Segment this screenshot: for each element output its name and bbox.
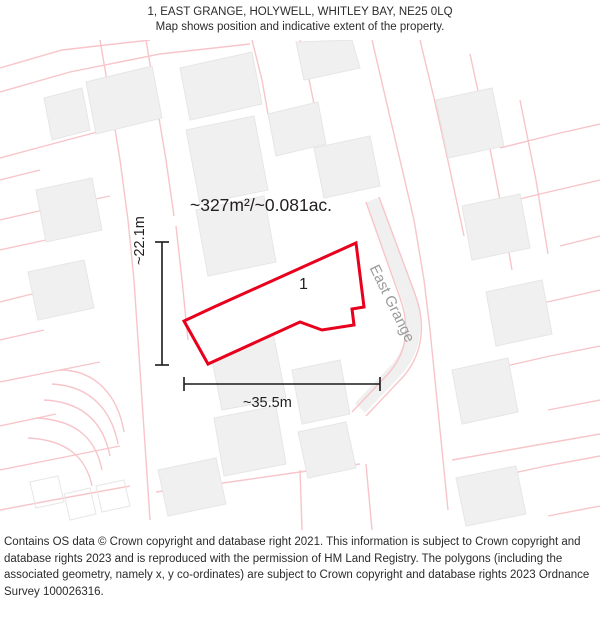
header [0, 0, 600, 40]
plot-number-label: 1 [299, 276, 308, 293]
height-dimension-label: ~22.1m [132, 216, 148, 265]
page-subtitle: Map shows position and indicative extent of the property. [155, 21, 445, 33]
building-footprints-small [30, 476, 130, 520]
area-label: ~327m²/~0.081ac. [190, 195, 333, 215]
street-name-label: East Grange [365, 262, 418, 346]
width-dimension-label: ~35.5m [243, 395, 292, 411]
map-canvas[interactable] [0, 40, 600, 530]
page-title: 1, EAST GRANGE, HOLYWELL, WHITLEY BAY, NE25 0LQ [147, 6, 453, 18]
copyright-footer: Contains OS data © Crown copyright and database right 2021. This information is subject to Crown copyright and database rights 2023 and is reproduced with the permission of HM Land Registry. The polygons (including the associated geometry, namely x, y co-ordinates) are subject to Crown copyright and database rights 2023 Ordnance Survey 100026316. [4, 536, 590, 598]
